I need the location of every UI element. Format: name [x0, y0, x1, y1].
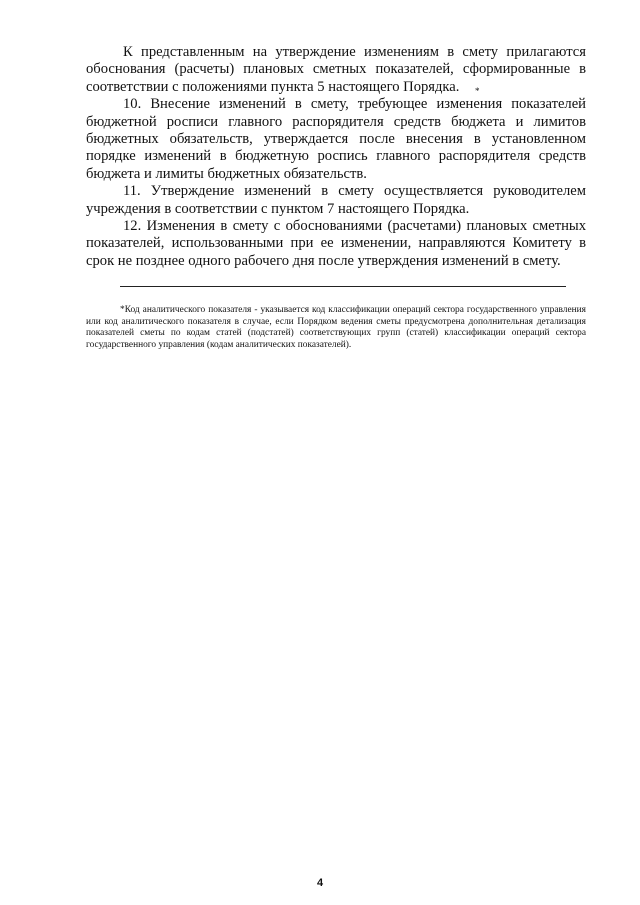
footnote-separator — [120, 286, 566, 287]
paragraph-10: 10. Внесение изменений в смету, требующее изменения показателей бюджетной росписи главного распорядителя средств бюджета и лимитов бюджетных обязательств, утверждается после внесения в установленном порядке изменений в бюджетную роспись главного распорядителя средств бюджета и лимиты бюджетных обязательств. — [86, 96, 586, 182]
document-body — [86, 44, 586, 270]
paragraph-attachments: К представленным на утверждение изменениям в смету прилагаются обоснования (расчеты) плановых сметных показателей, сформированные в соответствии с положениями пункта 5 настоящего Порядка. — [86, 44, 586, 95]
footnote-marker: * — [475, 86, 480, 96]
paragraph-12: 12. Изменения в смету с обоснованиями (расчетами) плановых сметных показателей, использованными при ее изменении, направляются Комитету в срок не позднее одного рабочего дня после утверждения изменений в смету. — [86, 218, 586, 269]
footnote-text: *Код аналитического показателя - указывается код классификации операций сектора государственного управления или код аналитического показателя в случае, если Порядком ведения сметы предусмотрена дополнительная детализация показателей сметы по кодам статей (подстатей) соответствующих групп (статей) классификации операций сектора государственного управления (кодам аналитических показателей). — [86, 305, 586, 350]
page-number: 4 — [316, 877, 324, 889]
paragraph-11: 11. Утверждение изменений в смету осуществляется руководителем учреждения в соответствии с пунктом 7 настоящего Порядка. — [86, 183, 586, 217]
footnote — [86, 305, 586, 351]
